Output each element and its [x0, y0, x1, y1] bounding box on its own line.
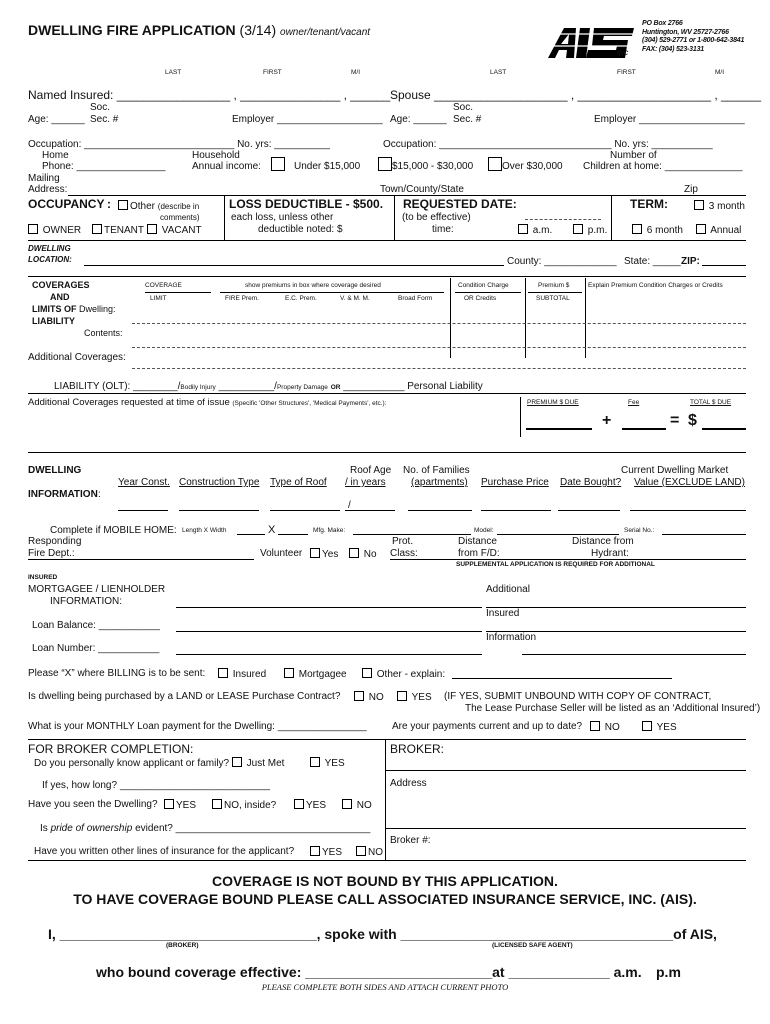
state-field[interactable]: State: _____ — [624, 256, 681, 267]
dimension-x: X — [268, 524, 276, 536]
checkbox-icon[interactable] — [28, 224, 38, 234]
specific-note: (Specific 'Other Structures', 'Medical Payments', etc.): — [232, 400, 387, 407]
monthly-payment-field[interactable]: What is your MONTHLY Loan payment for the Dwelling: ________________ — [28, 721, 367, 732]
roof-type-header: Type of Roof — [270, 477, 327, 488]
total-due-label: TOTAL $ DUE — [690, 399, 732, 406]
land-lease-note: (IF YES, SUBMIT UNBOUND WITH COPY OF CONTRACT, — [444, 691, 712, 702]
occupancy-comments-note: comments) — [160, 213, 200, 222]
equals-sign: = — [670, 412, 680, 429]
requested-date-title: REQUESTED DATE: — [403, 197, 517, 211]
time-am[interactable]: a.m. — [518, 224, 552, 236]
occupancy-vacant[interactable]: VACANT — [147, 224, 202, 236]
plus-sign: + — [602, 412, 612, 429]
checkbox-icon[interactable] — [378, 157, 392, 171]
mailing-label: Mailing — [28, 173, 60, 184]
liability-heading: LIABILITY — [32, 316, 75, 326]
year-const-header: Year Const. — [118, 477, 170, 488]
billing-question: Please “X” where BILLING is to be sent: — [28, 668, 206, 679]
occupancy-label: OCCUPANCY — [28, 197, 105, 211]
personal-liability-label: Personal Liability — [407, 381, 483, 392]
income-15k-30k[interactable] — [378, 157, 392, 171]
coverages-heading: COVERAGES — [32, 280, 90, 290]
checkbox-icon[interactable] — [294, 799, 304, 809]
purchase-price-header: Purchase Price — [481, 477, 549, 488]
time-pm[interactable]: p.m. — [573, 224, 607, 236]
term-3-month[interactable]: 3 month — [694, 200, 745, 212]
property-damage-field[interactable]: __________/ — [218, 381, 277, 392]
distance-fd-label: from F/D: — [458, 548, 500, 559]
spouse-soc-label: Soc. — [453, 102, 474, 113]
time-label: time: — [432, 224, 454, 235]
supplemental-note: SUPPLEMENTAL APPLICATION IS REQUIRED FOR ADDITIONAL — [456, 561, 655, 568]
payments-current-no[interactable]: NO — [590, 721, 620, 733]
other-lines-yes[interactable]: YES — [310, 846, 342, 858]
or-label: OR — [330, 384, 341, 391]
inside-no[interactable]: NO — [342, 799, 372, 811]
bodily-injury-label: Bodily Injury — [180, 384, 216, 391]
model-label: Model: — [474, 527, 494, 534]
checkbox-icon[interactable] — [573, 224, 583, 234]
col-vmm: V. & M. M. — [340, 295, 370, 302]
form-subtitle: owner/tenant/vacant — [280, 27, 371, 38]
col-spouse-last: LAST — [490, 69, 507, 76]
bound-coverage-line[interactable]: who bound coverage effective: ________________________at _____________ a.m. — [96, 964, 642, 980]
col-spouse-first: FIRST — [617, 69, 636, 76]
deductible-amount-field[interactable]: deductible noted: $ — [258, 224, 343, 235]
employer-field[interactable]: Employer ___________________ — [232, 114, 383, 125]
children-field[interactable]: Children at home: ______________ — [583, 161, 743, 172]
loss-deductible-title: LOSS DEDUCTIBLE - $500. — [229, 197, 384, 211]
checkbox-icon[interactable] — [218, 668, 228, 678]
broker-spoke-line[interactable]: I, _________________________________, spoke with ___________________________________of AIS, — [48, 926, 717, 942]
mortgagee-info-label: INFORMATION: — [50, 596, 123, 607]
liability-olt-row[interactable] — [54, 381, 483, 392]
occupancy-owner[interactable]: OWNER — [28, 224, 81, 236]
named-insured-field[interactable]: Named Insured: _________________ , _______________ , ______ — [28, 88, 391, 102]
broker-title: BROKER: — [390, 742, 445, 756]
additional-label: Additional — [486, 584, 530, 595]
loan-number-field[interactable]: Loan Number: ___________ — [32, 643, 160, 654]
bound-pm-label: p.m — [656, 964, 681, 980]
income-over-30k[interactable] — [488, 157, 502, 171]
fee-label: Fee — [628, 399, 640, 406]
loan-balance-field[interactable]: Loan Balance: ___________ — [32, 620, 160, 631]
additional-coverages-label: Additional Coverages: — [28, 352, 126, 363]
annual-income-label: Annual income: — [192, 161, 261, 172]
fire-dept-label: Fire Dept.: — [28, 548, 75, 559]
income-under-15k[interactable] — [271, 157, 285, 171]
home-label: Home — [42, 150, 69, 161]
hydrant-label: Hydrant: — [591, 548, 629, 559]
other-lines-question: Have you written other lines of insurance for the applicant? — [34, 846, 295, 857]
col-mi: M/I — [351, 69, 361, 76]
occupation-field[interactable]: Occupation: ___________________________ No. yrs: __________ — [28, 139, 330, 150]
form-title — [28, 22, 370, 38]
checkbox-icon[interactable] — [696, 224, 706, 234]
logo-inc: INC — [617, 50, 629, 57]
checkbox-icon[interactable] — [642, 721, 652, 731]
household-label: Household — [192, 150, 240, 161]
spouse-age-field[interactable]: Age: ______ — [390, 114, 447, 125]
term-title: TERM: — [630, 197, 668, 211]
town-label: Town/County/State — [380, 184, 464, 195]
requested-date-note: (to be effective) — [402, 212, 471, 223]
dollar-sign: $ — [688, 412, 697, 429]
spouse-ssn-field[interactable]: Sec. # — [453, 114, 482, 125]
soc-label: Soc. — [90, 102, 111, 113]
col-explain: Explain Premium Condition Charges or Credits — [588, 282, 723, 289]
checkbox-icon[interactable] — [590, 721, 600, 731]
responding-label: Responding — [28, 536, 82, 547]
income-over-label: Over $30,000 — [502, 161, 563, 172]
income-mid-label: $15,000 - $30,000 — [392, 161, 474, 172]
know-applicant-row — [34, 757, 284, 769]
checkbox-icon[interactable] — [164, 799, 174, 809]
age-field[interactable]: Age: ______ — [28, 114, 85, 125]
know-applicant-yes[interactable]: YES — [310, 757, 345, 769]
payments-current-question: Are your payments current and up to date? — [392, 721, 583, 732]
dwelling-info-label: DWELLING — [28, 465, 82, 476]
checkbox-icon[interactable] — [342, 799, 352, 809]
payments-current-yes[interactable]: YES — [642, 721, 677, 733]
checkbox-icon[interactable] — [310, 846, 320, 856]
col-spouse-mi: M/I — [715, 69, 725, 76]
location-label: LOCATION: — [28, 255, 72, 264]
broker-number-label: Broker #: — [390, 835, 431, 846]
coverages-and: AND — [50, 292, 70, 302]
distance-from-label: Distance from — [572, 536, 634, 547]
address-line-1: PO Box 2766 — [642, 20, 683, 27]
land-lease-note-2: The Lease Purchase Seller will be listed as an ‘Additional Insured’) — [465, 703, 761, 714]
form-version: (3/14) — [239, 22, 277, 38]
spouse-field[interactable]: Spouse ____________________ , ____________________ , ______ — [390, 88, 762, 102]
contents-coverage-label: Contents: — [84, 328, 123, 338]
seen-yes[interactable]: YES — [164, 799, 196, 811]
land-lease-question: Is dwelling being purchased by a LAND or LEASE Purchase Contract? — [28, 691, 341, 702]
coverage-bound-notice: TO HAVE COVERAGE BOUND PLEASE CALL ASSOCIATED INSURANCE SERVICE, INC. (AIS). — [73, 891, 697, 907]
mailing-address-label: Address: — [28, 184, 68, 195]
col-subtotal: SUBTOTAL — [536, 295, 570, 302]
income-under-label: Under $15,000 — [294, 161, 361, 172]
licensed-agent-label: (LICENSED SAFE AGENT) — [492, 942, 573, 949]
roof-age-years: / in years — [345, 477, 386, 488]
checkbox-icon[interactable] — [271, 157, 285, 171]
col-premium: Premium $ — [538, 282, 570, 289]
volunteer-no[interactable]: No — [349, 548, 377, 560]
company-fax: FAX: (304) 523-3131 — [642, 45, 704, 53]
length-width-label: Length X Width — [182, 527, 227, 534]
dwelling-location-label: DWELLING — [28, 244, 71, 253]
ssn-field[interactable]: Sec. # — [90, 114, 119, 125]
address-line-2: Huntington, WV 25727-2766 — [642, 28, 729, 36]
number-of-label: Number of — [610, 150, 657, 161]
market-value-exclude: Value (EXCLUDE LAND) — [634, 477, 745, 488]
date-bought-header: Date Bought? — [560, 477, 622, 488]
billing-insured[interactable]: Insured — [218, 668, 266, 680]
checkbox-icon[interactable] — [147, 224, 157, 234]
volunteer-label: Volunteer — [260, 548, 303, 559]
additional-requested-label: Additional Coverages requested at time of issue — [28, 397, 230, 408]
property-damage-label: Property Damage — [276, 384, 328, 391]
broker-label: (BROKER) — [166, 942, 199, 949]
serial-label: Serial No.: — [624, 527, 655, 534]
distance-label: Distance — [458, 536, 497, 547]
checkbox-icon[interactable] — [354, 691, 364, 701]
col-fire-prem: FIRE Prem. — [225, 295, 259, 302]
inside-yes[interactable]: YES — [294, 799, 326, 811]
land-lease-yes[interactable]: YES — [397, 691, 432, 703]
additional-info-label: Information — [486, 632, 537, 643]
not-bound-notice: COVERAGE IS NOT BOUND BY THIS APPLICATION. — [212, 873, 558, 889]
checkbox-icon[interactable] — [694, 200, 704, 210]
dwelling-coverage-label: Dwelling: — [79, 304, 116, 314]
seen-dwelling-question: Have you seen the Dwelling? — [28, 799, 158, 810]
term-6-month[interactable]: 6 month — [632, 224, 683, 236]
term-annual[interactable]: Annual — [696, 224, 741, 236]
checkbox-icon[interactable] — [310, 548, 320, 558]
col-limit: LIMIT — [150, 295, 167, 302]
title-text: DWELLING FIRE APPLICATION — [28, 22, 236, 38]
checkbox-icon[interactable] — [232, 757, 242, 767]
checkbox-icon[interactable] — [518, 224, 528, 234]
col-first: FIRST — [263, 69, 282, 76]
insured-label: INSURED — [28, 574, 58, 581]
checkbox-icon[interactable] — [310, 757, 320, 767]
complete-both-sides-note: PLEASE COMPLETE BOTH SIDES AND ATTACH CURRENT PHOTO — [261, 982, 509, 992]
location-zip-label: ZIP: — [681, 256, 700, 267]
construction-type-header: Construction Type — [179, 477, 260, 488]
market-value-header: Current Dwelling Market — [621, 465, 729, 476]
how-long-field[interactable]: If yes, how long? ___________________________ — [42, 780, 270, 791]
spouse-occupation-field[interactable]: Occupation: _______________________________ No. yrs: ___________ — [383, 139, 713, 150]
families-header: No. of Families — [403, 465, 470, 476]
spouse-employer-field[interactable]: Employer ___________________ — [594, 114, 745, 125]
checkbox-icon[interactable] — [632, 224, 642, 234]
liability-olt-label: LIABILITY (OLT): ________/ — [54, 381, 181, 392]
apartments-header: (apartments) — [411, 477, 468, 488]
occupancy-other[interactable]: Other (describe in — [118, 200, 199, 212]
zip-label: Zip — [684, 184, 698, 195]
checkbox-icon[interactable] — [92, 224, 102, 234]
premium-due-label: PREMIUM $ DUE — [527, 399, 579, 406]
deductible-note: each loss, unless other — [231, 212, 334, 223]
col-coverage: COVERAGE — [145, 282, 182, 289]
checkbox-icon[interactable] — [356, 846, 366, 856]
roof-age-slash: / — [348, 500, 351, 511]
checkbox-icon[interactable] — [349, 548, 359, 558]
col-last: LAST — [165, 69, 182, 76]
checkbox-icon[interactable] — [488, 157, 502, 171]
land-lease-no[interactable]: NO — [354, 691, 384, 703]
mortgagee-label: MORTGAGEE / LIENHOLDER — [28, 584, 166, 595]
broker-address-label: Address — [390, 778, 427, 789]
checkbox-icon[interactable] — [362, 668, 372, 678]
roof-age-header: Roof Age — [350, 465, 392, 476]
class-label: Class: — [390, 548, 418, 559]
county-field[interactable]: County: _____________ — [507, 256, 617, 267]
billing-mortgagee[interactable]: Mortgagee — [284, 668, 347, 680]
know-applicant-question: Do you personally know applicant or family? — [34, 758, 230, 769]
checkbox-icon[interactable] — [397, 691, 407, 701]
col-show-premiums: show premiums in box where coverage desired — [245, 282, 381, 289]
billing-other[interactable]: Other - explain: — [362, 668, 445, 680]
col-condition-charge: Condition Charge — [458, 282, 509, 289]
pride-ownership-field[interactable]: Is pride of ownership evident? ___________________________________ — [40, 823, 371, 834]
company-phone: (304) 529-2771 or 1-800-642-3841 — [642, 37, 745, 44]
company-address — [642, 20, 744, 54]
additional-insured-label: Insured — [486, 608, 520, 619]
other-lines-no[interactable]: NO — [356, 846, 383, 858]
seen-no-inside[interactable]: NO, inside? — [212, 799, 276, 811]
col-broad-form: Broad Form — [398, 295, 433, 302]
checkbox-icon[interactable] — [118, 200, 128, 210]
mobile-home-label: Complete if MOBILE HOME: — [50, 525, 177, 536]
col-or-credits: OR Credits — [464, 295, 497, 302]
home-phone-field[interactable]: Phone: ________________ — [42, 161, 166, 172]
limits-of-label: LIMITS OF — [32, 304, 77, 314]
just-met-label: Just Met — [246, 758, 285, 769]
occupancy-tenant[interactable]: TENANT — [92, 224, 144, 236]
col-ec-prem: E.C. Prem. — [285, 295, 317, 302]
personal-liability-field[interactable]: ___________ — [343, 381, 405, 392]
mfg-make-label: Mfg. Make: — [313, 527, 346, 534]
broker-completion-title: FOR BROKER COMPLETION: — [28, 742, 194, 756]
information-label: INFORMATION — [28, 489, 98, 500]
volunteer-yes[interactable]: Yes — [310, 548, 338, 560]
checkbox-icon[interactable] — [212, 799, 222, 809]
checkbox-icon[interactable] — [284, 668, 294, 678]
prot-label: Prot. — [392, 536, 414, 547]
